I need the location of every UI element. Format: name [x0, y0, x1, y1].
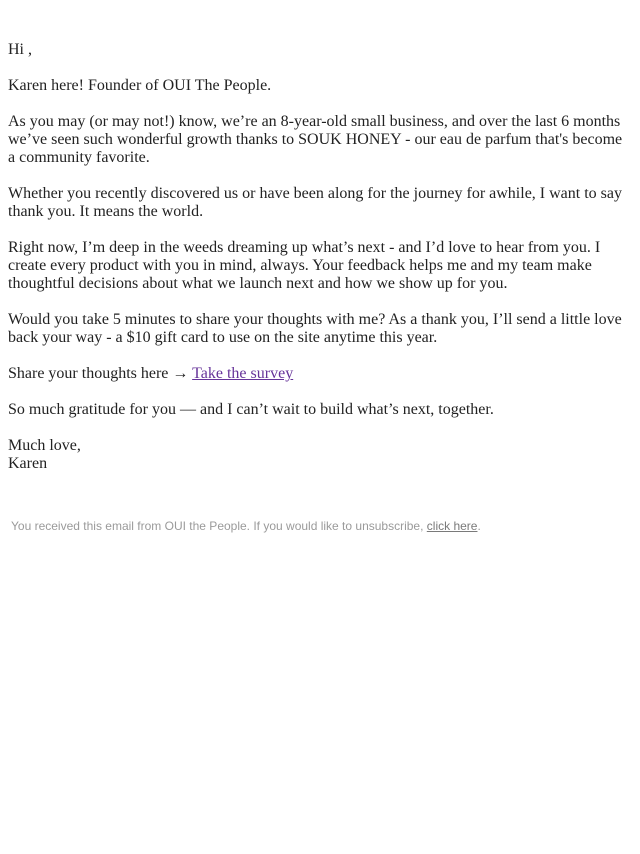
footer-suffix: .	[477, 519, 481, 533]
signature: Karen	[8, 455, 48, 472]
thanks-paragraph: Whether you recently discovered us or have been along for the journey for awhile, I want to say thank you. It means the world.	[8, 185, 622, 220]
gratitude-paragraph: So much gratitude for you — and I can’t wait to build what’s next, together.	[8, 401, 494, 418]
share-prefix: Share your thoughts here →	[8, 365, 193, 382]
email-footer	[11, 518, 631, 534]
email-body	[8, 41, 628, 491]
share-paragraph	[8, 365, 628, 383]
intro-paragraph: Karen here! Founder of OUI The People.	[8, 77, 272, 94]
greeting: Hi ,	[8, 41, 32, 58]
growth-paragraph: As you may (or may not!) know, we’re an 8-year-old small business, and over the last 6 months we’ve seen such wonderful growth thanks to SOUK HONEY - our eau de parfum that's become a community favorite.	[8, 113, 623, 166]
take-survey-link[interactable]: Take the survey	[192, 365, 294, 382]
footer-text: You received this email from OUI the People. If you would like to unsubscribe,	[11, 519, 427, 533]
unsubscribe-link[interactable]: click here	[426, 519, 478, 533]
feedback-paragraph: Right now, I’m deep in the weeds dreaming up what’s next - and I’d love to hear from you. I create every product with you in mind, always. Your feedback helps me and my team make thoughtful decisions about what we launch next and how we show up for you.	[8, 239, 601, 292]
signoff: Much love,	[8, 437, 81, 454]
signoff-block	[8, 437, 628, 473]
offer-paragraph: Would you take 5 minutes to share your thoughts with me? As a thank you, I’ll send a little love back your way - a $10 gift card to use on the site anytime this year.	[8, 311, 622, 346]
